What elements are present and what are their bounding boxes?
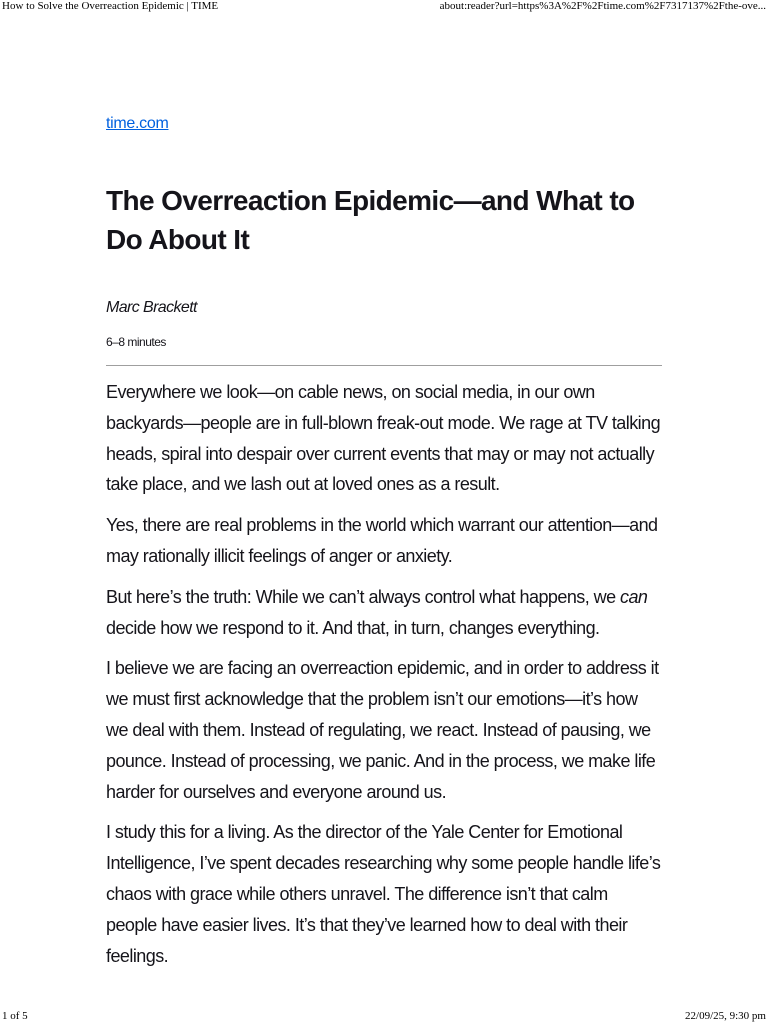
header-divider	[106, 365, 662, 366]
print-page-title: How to Solve the Overreaction Epidemic | TIME	[2, 0, 219, 12]
paragraph-3-lead: But here’s the truth: While we can’t always control what happens, we	[106, 586, 621, 607]
paragraph-3-tail: decide how we respond to it. And that, in turn, changes everything.	[106, 617, 600, 638]
article-author: Marc Brackett	[106, 299, 197, 316]
article-body	[106, 377, 662, 971]
print-url: about:reader?url=https%3A%2F%2Ftime.com%2F7317137%2Fthe-ove...	[439, 0, 766, 12]
paragraph-3-emphasis: can	[620, 586, 648, 607]
paragraph-3	[106, 582, 662, 644]
paragraph-4: I believe we are facing an overreaction epidemic, and in order to address it we must first acknowledge that the problem isn’t our emotions—it’s how we deal with them. Instead of regulating, we react. Instead of pausing, we pounce. Instead of processing, we panic. And in the process, we make life harder for ourselves and everyone around us.	[106, 658, 659, 802]
paragraph-5: I study this for a living. As the director of the Yale Center for Emotional Intelligence, I’ve spent decades researching why some people handle life’s chaos with grace while others unravel. The difference isn’t that calm people have easier lives. It’s that they’ve learned how to deal with their feelings.	[106, 822, 661, 966]
print-footer	[0, 1010, 768, 1024]
reading-time: 6–8 minutes	[106, 335, 166, 349]
paragraph-2: Yes, there are real problems in the world which warrant our attention—and may rationally illicit feelings of anger or anxiety.	[106, 515, 658, 566]
reader-view-article	[106, 112, 662, 981]
source-domain-link[interactable]: time.com	[106, 115, 169, 132]
paragraph-1: Everywhere we look—on cable news, on social media, in our own backyards—people are in full-blown freak-out mode. We rage at TV talking heads, spiral into despair over current events that may or may not actually take place, and we lash out at loved ones as a result.	[106, 382, 661, 495]
page-number: 1 of 5	[2, 1010, 28, 1022]
print-header	[0, 0, 768, 14]
article-title: The Overreaction Epidemic—and What to Do About It	[106, 185, 635, 255]
print-timestamp: 22/09/25, 9:30 pm	[685, 1010, 766, 1022]
